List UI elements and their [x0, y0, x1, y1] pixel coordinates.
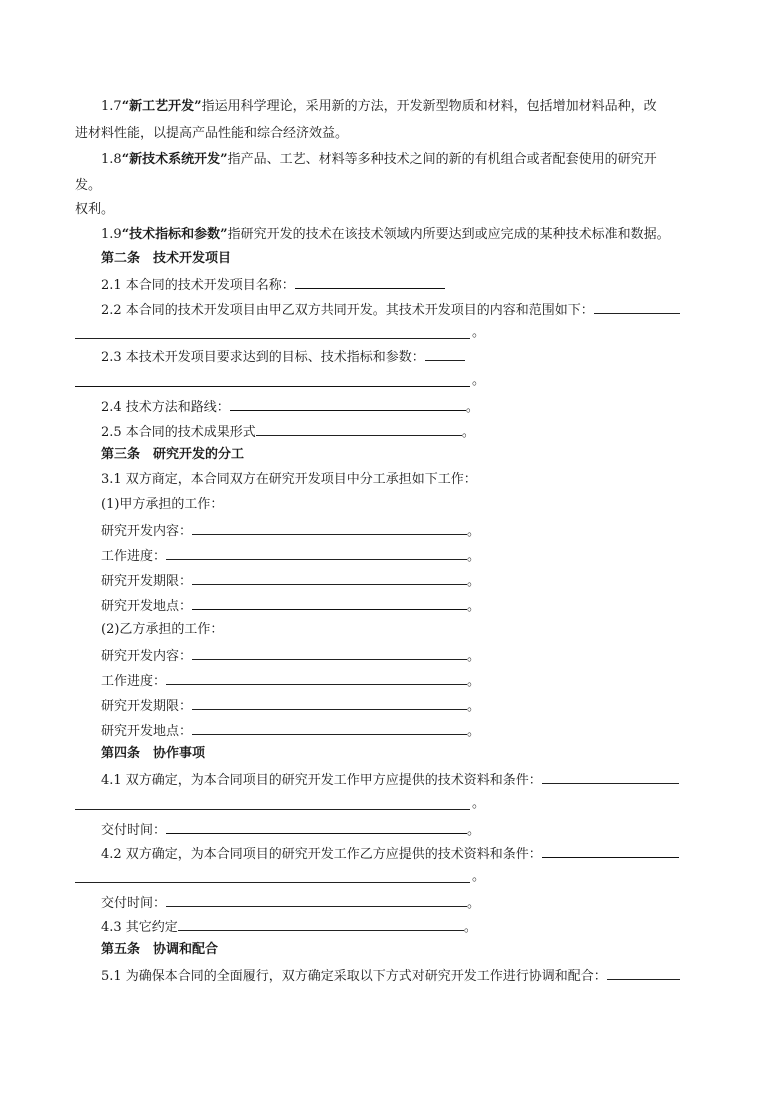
- article-4-heading: 第四条 协作事项: [101, 746, 206, 761]
- clause-1-7-continued: 进材料性能，以提高产品性能和综合经济效益。: [75, 126, 349, 141]
- item-4-1: [101, 768, 700, 790]
- stray-text: 权利。: [75, 202, 115, 217]
- party-a-materials-blank-line[interactable]: [75, 809, 470, 810]
- item-label: 4.3 其它约定: [101, 920, 178, 935]
- article-5-heading: 第五条 协调和配合: [101, 942, 219, 957]
- party-b-period-blank[interactable]: [192, 694, 467, 710]
- item-label: 2.2 本合同的技术开发项目由甲乙双方共同开发。其技术开发项目的内容和范围如下：: [101, 303, 594, 318]
- result-form-blank[interactable]: [256, 420, 462, 436]
- party-b-progress-blank[interactable]: [166, 669, 467, 685]
- party-a-period: 研究开发期限： 。: [101, 569, 700, 591]
- party-b-materials-blank-line[interactable]: [75, 882, 470, 883]
- party-b-delivery: 交付时间： 。: [101, 891, 700, 913]
- targets-blank[interactable]: [425, 345, 465, 361]
- item-2-5: 2.5 本合同的技术成果形式 。: [101, 420, 700, 442]
- item-2-3: [101, 345, 700, 367]
- item-2-1: [101, 273, 700, 295]
- clause-number: 1.8: [101, 152, 122, 167]
- clause-text: 指研究开发的技术在该技术领域内所要达到或应完成的某种技术标准和数据。: [227, 227, 670, 242]
- party-a-progress: 工作进度： 。: [101, 544, 700, 566]
- item-4-3: 4.3 其它约定 。: [101, 915, 700, 937]
- period: 。: [472, 796, 486, 811]
- party-a-label: (1)甲方承担的工作：: [101, 497, 224, 512]
- clause-text: 指产品、工艺、材料等多种技术之间的新的有机组合或者配套使用的研究开: [227, 152, 657, 167]
- clause-text: 指运用科学理论，采用新的方法，开发新型物质和材料，包括增加材料品种，改: [201, 99, 657, 114]
- party-b-period: 研究开发期限： 。: [101, 694, 700, 716]
- party-a-delivery-blank[interactable]: [166, 818, 467, 834]
- clause-1-9: [101, 224, 700, 246]
- scope-blank[interactable]: [594, 298, 680, 314]
- clause-1-8-continued: 发。: [75, 178, 102, 193]
- party-b-label: (2)乙方承担的工作：: [101, 622, 224, 637]
- item-2-4: 2.4 技术方法和路线： 。: [101, 395, 700, 417]
- party-a-location: 研究开发地点： 。: [101, 594, 700, 616]
- party-a-progress-blank[interactable]: [166, 544, 467, 560]
- item-label: 4.1 双方确定，为本合同项目的研究开发工作甲方应提供的技术资料和条件：: [101, 773, 542, 788]
- clause-1-8: [101, 149, 700, 171]
- party-a-materials-blank[interactable]: [542, 768, 679, 784]
- period: 。: [472, 325, 486, 340]
- item-label: 2.4 技术方法和路线：: [101, 400, 230, 415]
- project-name-blank[interactable]: [295, 273, 445, 289]
- party-b-delivery-blank[interactable]: [166, 891, 467, 907]
- clause-1-7: [101, 96, 700, 118]
- period: 。: [472, 373, 486, 388]
- clause-term: “技术指标和参数”: [121, 227, 228, 242]
- article-3-heading: 第三条 研究开发的分工: [101, 447, 245, 462]
- party-a-content-blank[interactable]: [192, 519, 467, 535]
- coordination-blank[interactable]: [607, 964, 680, 980]
- clause-term: “新技术系统开发”: [121, 152, 228, 167]
- item-label: 4.2 双方确定，为本合同项目的研究开发工作乙方应提供的技术资料和条件：: [101, 847, 542, 862]
- method-blank[interactable]: [230, 395, 466, 411]
- party-b-progress: 工作进度： 。: [101, 669, 700, 691]
- party-b-location-blank[interactable]: [192, 719, 467, 735]
- item-label: 2.1 本合同的技术开发项目名称：: [101, 278, 295, 293]
- item-3-1: 3.1 双方商定，本合同双方在研究开发项目中分工承担如下工作：: [101, 472, 477, 487]
- clause-number: 1.7: [101, 99, 122, 114]
- party-a-content: 研究开发内容： 。: [101, 519, 700, 541]
- other-terms-blank[interactable]: [178, 915, 464, 931]
- party-b-materials-blank[interactable]: [542, 842, 679, 858]
- party-a-delivery: 交付时间： 。: [101, 818, 700, 840]
- item-4-2: [101, 842, 700, 864]
- item-label: 2.3 本技术开发项目要求达到的目标、技术指标和参数：: [101, 350, 425, 365]
- item-2-2: [101, 298, 700, 320]
- party-b-location: 研究开发地点： 。: [101, 719, 700, 741]
- item-label: 5.1 为确保本合同的全面履行，双方确定采取以下方式对研究开发工作进行协调和配合：: [101, 969, 607, 984]
- party-a-location-blank[interactable]: [192, 594, 467, 610]
- item-5-1: [101, 964, 700, 986]
- party-b-content-blank[interactable]: [192, 644, 467, 660]
- clause-number: 1.9: [101, 227, 122, 242]
- article-2-heading: 第二条 技术开发项目: [101, 251, 232, 266]
- scope-blank-line[interactable]: [75, 338, 470, 339]
- period: 。: [472, 869, 486, 884]
- party-a-period-blank[interactable]: [192, 569, 467, 585]
- clause-term: “新工艺开发”: [121, 99, 202, 114]
- party-b-content: 研究开发内容： 。: [101, 644, 700, 666]
- targets-blank-line[interactable]: [75, 386, 470, 387]
- item-label: 2.5 本合同的技术成果形式: [101, 425, 256, 440]
